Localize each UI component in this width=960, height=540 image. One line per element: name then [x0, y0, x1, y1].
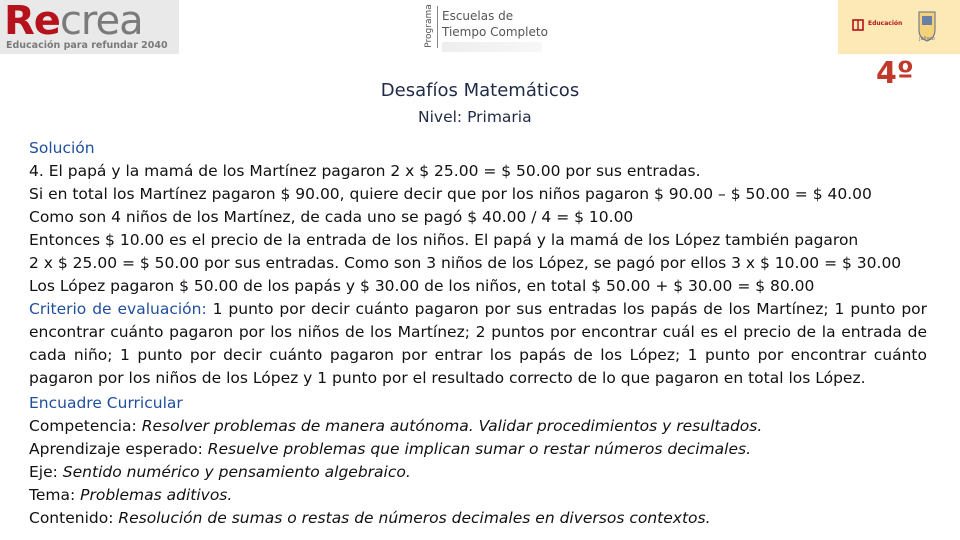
solution-content — [29, 137, 927, 530]
encuadre-item — [29, 438, 927, 461]
criterio-text: 1 punto por decir cuánto pagaron por sus entradas los papás de los Martínez; 1 punto por encontrar cuánto pagaron por los niños de los Martínez; 2 puntos por encontrar cuál es el precio de la entrada de cada niño; 1 punto por decir cuánto pagaron por entrar los papás de los López; 1 punto por encontrar cuánto pagaron por los niños de los López y 1 punto por el resultado correcto de lo que pagaron en total los López. — [29, 300, 928, 387]
encuadre-heading: Encuadre Curricular — [29, 394, 183, 412]
encuadre-item-label: Contenido: — [29, 509, 114, 527]
encuadre-item-value: Resolver problemas de manera autónoma. Validar procedimientos y resultados. — [141, 417, 763, 435]
encuadre-item-label: Tema: — [29, 486, 76, 504]
programa-line2: Tiempo Completo — [442, 25, 548, 39]
encuadre-item-label: Eje: — [29, 463, 58, 481]
recrea-logo-crea: crea — [59, 0, 143, 44]
encuadre-item-value: Resuelve problemas que implican sumar o restar números decimales. — [207, 440, 751, 458]
recrea-tagline: Educación para refundar 2040 — [6, 40, 168, 51]
solution-line: Los López pagaron $ 50.00 de los papás y $ 30.00 de los niños, en total $ 50.00 + $ 30.00 = $ 80.00 — [29, 277, 815, 295]
criterio-paragraph — [29, 298, 927, 390]
nivel-value: Primaria — [467, 108, 532, 126]
recrea-logo — [0, 0, 179, 54]
svg-text:Jalisco: Jalisco — [919, 36, 935, 42]
book-icon — [852, 18, 864, 32]
encuadre-item — [29, 507, 927, 530]
page-title: Desafíos Matemáticos — [380, 80, 580, 101]
criterio-label: Criterio de evaluación: — [29, 300, 207, 318]
encuadre-item — [29, 415, 927, 438]
programa-logo — [423, 4, 548, 52]
programa-vertical-label: Programa — [424, 4, 434, 48]
programa-divider — [437, 6, 438, 48]
jalisco-logo — [838, 0, 960, 54]
programa-line1: Escuelas de — [442, 9, 514, 23]
nivel-label: Nivel: — [418, 108, 463, 126]
solution-heading: Solución — [29, 139, 95, 157]
encuadre-item-label: Aprendizaje esperado: — [29, 440, 203, 458]
educacion-label: Educación — [868, 20, 903, 27]
solution-line: 4. El papá y la mamá de los Martínez pagaron 2 x $ 25.00 = $ 50.00 por sus entradas. — [29, 162, 701, 180]
programa-footer-strip — [442, 42, 542, 52]
encuadre-item-value: Sentido numérico y pensamiento algebraico. — [62, 463, 411, 481]
recrea-logo-re: Re — [4, 0, 60, 44]
encuadre-item — [29, 484, 927, 507]
solution-line: Si en total los Martínez pagaron $ 90.00, quiere decir que por los niños pagaron $ 90.00 – $ 50.00 = $ 40.00 — [29, 185, 872, 203]
grade-label: 4º — [876, 56, 914, 91]
nivel-line — [418, 108, 532, 126]
encuadre-item-value: Problemas aditivos. — [80, 486, 233, 504]
jalisco-seal-icon — [910, 8, 944, 44]
encuadre-item-value: Resolución de sumas o restas de números decimales en diversos contextos. — [118, 509, 711, 527]
solution-line: Entonces $ 10.00 es el precio de la entrada de los niños. El papá y la mamá de los López también pagaron — [29, 231, 859, 249]
solution-line: Como son 4 niños de los Martínez, de cada uno se pagó $ 40.00 / 4 = $ 10.00 — [29, 208, 634, 226]
solution-line: 2 x $ 25.00 = $ 50.00 por sus entradas. Como son 3 niños de los López, se pagó por ellos 3 x $ 10.00 = $ 30.00 — [29, 254, 902, 272]
encuadre-item — [29, 461, 927, 484]
encuadre-item-label: Competencia: — [29, 417, 137, 435]
